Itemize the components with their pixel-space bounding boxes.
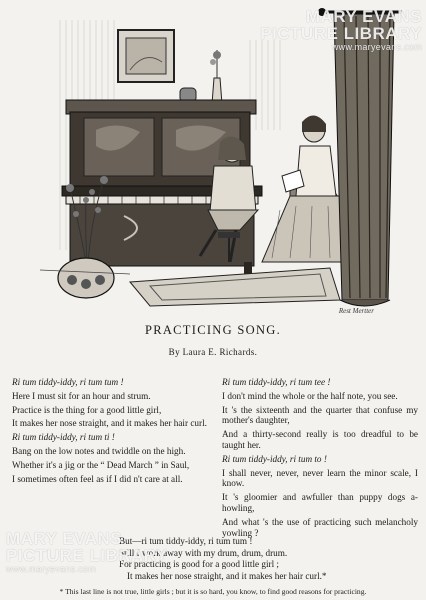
- poem-line: Practice is the thing for a good little girl,: [12, 404, 162, 415]
- watermark-url: www.maryevans.com: [6, 564, 97, 574]
- poem-line: I don't mind the whole or the half note, you see.: [222, 390, 398, 401]
- poem-line: It makes her nose straight, and it makes her hair curl.: [12, 418, 207, 429]
- artist-signature: Rest Mertter: [338, 307, 374, 315]
- poem-line: Bang on the low notes and twiddle on the high.: [12, 445, 186, 456]
- watermark-library: PICTURE LIBRARY: [260, 24, 422, 43]
- poem-line: Whether it's a jig or the “ Dead March ” in Saul,: [12, 459, 190, 470]
- footnote: * This last line is not true, little girls ; but it is so hard, you know, to find good reasons for practicing.: [59, 587, 367, 596]
- poem-line: I sometimes often feel as if I did n't care at all.: [12, 473, 183, 484]
- poem-line: Here I must sit for an hour and strum.: [12, 390, 151, 401]
- right-column: [222, 377, 418, 541]
- left-column: [12, 377, 208, 487]
- poem-line: And what 's the use of practicing such melancholy yowling ?: [222, 516, 418, 538]
- watermark-name: MARY EVANS: [305, 7, 422, 26]
- final-line: But—ri tum tiddy-iddy, ri tum tum !: [119, 536, 253, 546]
- poem-line: Ri tum tiddy-iddy, ri tum tum !: [12, 377, 124, 387]
- watermark-library: PICTURE LIBRARY: [6, 546, 168, 565]
- poem-line: It 's the sixteenth and the quarter that confuse my mother's daughter,: [222, 404, 418, 426]
- watermark-top: [260, 8, 422, 52]
- poem-line: And a thirty-second really is too dreadful to be taught her.: [222, 429, 418, 450]
- poem-line: Ri tum tiddy-iddy, ri tum ti !: [12, 432, 115, 443]
- watermark-name: MARY EVANS: [6, 529, 123, 548]
- watermark-url: www.maryevans.com: [331, 42, 422, 52]
- watermark-bottom: [6, 530, 168, 574]
- poem-line: I shall never, never, never learn the minor scale, I know.: [222, 467, 418, 489]
- poem-title: PRACTICING SONG.: [144, 323, 282, 337]
- final-line: Still I work away with my drum, drum, drum.: [119, 547, 288, 558]
- final-line: For practicing is good for a good little girl ;: [119, 559, 279, 569]
- final-line: It makes her nose straight, and it makes her hair curl.*: [127, 570, 327, 581]
- poem-line: It 's gloomier and awfuller than puppy dogs a-howling,: [222, 492, 418, 513]
- poem-byline: By Laura E. Richards.: [168, 347, 258, 357]
- poem-line: Ri tum tiddy-iddy, ri tum tee !: [222, 377, 331, 387]
- framed-picture: [118, 30, 174, 82]
- poem-line: Ri tum tiddy-iddy, ri tum to !: [222, 453, 327, 464]
